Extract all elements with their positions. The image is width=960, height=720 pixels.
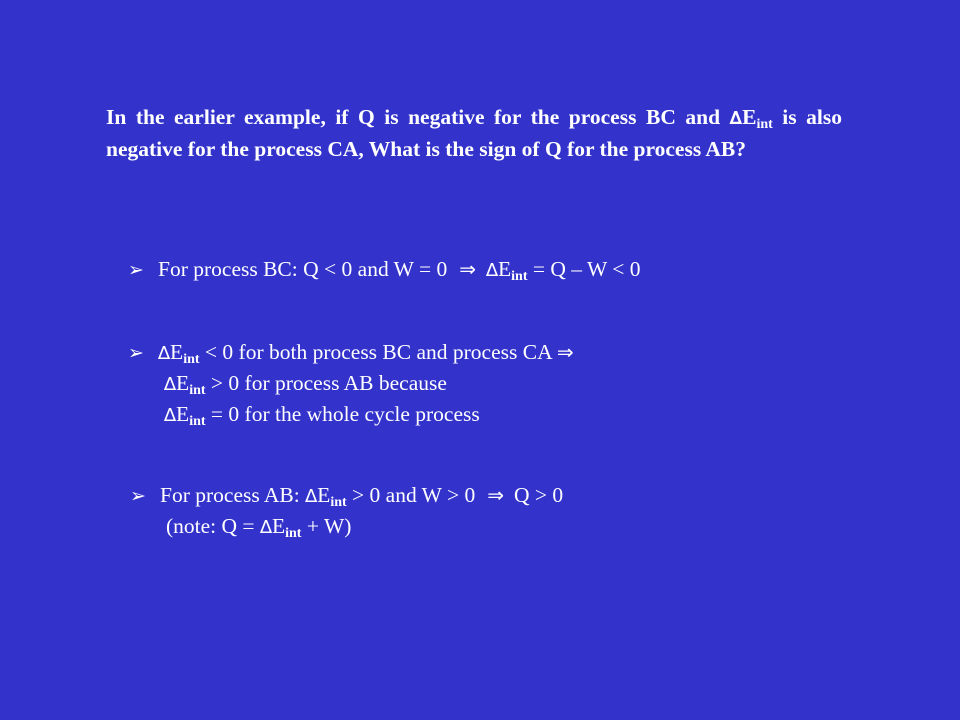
- delta-symbol: ∆: [259, 517, 272, 538]
- bullet-process-bc: [128, 254, 641, 285]
- int-subscript: int: [189, 414, 206, 429]
- bullet2-line1-text: < 0 for both process BC and process CA: [199, 340, 557, 364]
- bullet2-line2-text: > 0 for process AB because: [205, 371, 447, 395]
- delta-symbol: ∆: [164, 374, 177, 395]
- delta-symbol: ∆: [729, 108, 743, 129]
- delta-symbol: ∆: [164, 405, 177, 426]
- bullet3-text-a: For process AB:: [160, 483, 306, 507]
- delta-symbol: ∆: [485, 260, 499, 281]
- question-part1: In the earlier example, if Q is negative for the process BC and: [106, 105, 730, 129]
- question-text: [106, 102, 842, 165]
- int-subscript: int: [330, 495, 347, 510]
- implies-symbol: ⇒: [459, 257, 476, 281]
- bullet-eint-cycle: [128, 337, 574, 430]
- e-symbol: E: [742, 105, 757, 129]
- int-subscript: int: [511, 269, 528, 284]
- e-symbol: E: [498, 257, 512, 281]
- e-symbol: E: [176, 402, 190, 426]
- bullet3-text-c: Q > 0: [513, 483, 564, 507]
- bullet-arrow-icon: ➢: [130, 485, 146, 507]
- bullet-arrow-icon: ➢: [128, 259, 144, 281]
- delta-symbol: ∆: [305, 486, 318, 507]
- bullet-process-ab: [130, 480, 563, 542]
- int-subscript: int: [183, 352, 200, 367]
- e-symbol: E: [317, 483, 331, 507]
- bullet3-note-b: + W): [301, 514, 352, 538]
- bullet1-text-b: = Q – W < 0: [527, 257, 641, 281]
- bullet1-text-a: For process BC: Q < 0 and W = 0: [158, 257, 448, 281]
- bullet2-line3-text: = 0 for the whole cycle process: [205, 402, 480, 426]
- question-part2: is also negative for the process CA, What is the sign of Q for the process AB?: [106, 105, 842, 161]
- int-subscript: int: [189, 383, 206, 398]
- int-subscript: int: [756, 117, 773, 132]
- bullet-arrow-icon: ➢: [128, 342, 144, 364]
- implies-symbol: ⇒: [487, 483, 504, 507]
- e-symbol: E: [170, 340, 184, 364]
- delta-symbol: ∆: [158, 343, 171, 364]
- int-subscript: int: [285, 526, 302, 541]
- bullet3-note-a: (note: Q =: [166, 514, 260, 538]
- bullet3-text-b: > 0 and W > 0: [346, 483, 476, 507]
- e-symbol: E: [271, 514, 286, 538]
- implies-symbol: ⇒: [556, 340, 574, 364]
- e-symbol: E: [176, 371, 190, 395]
